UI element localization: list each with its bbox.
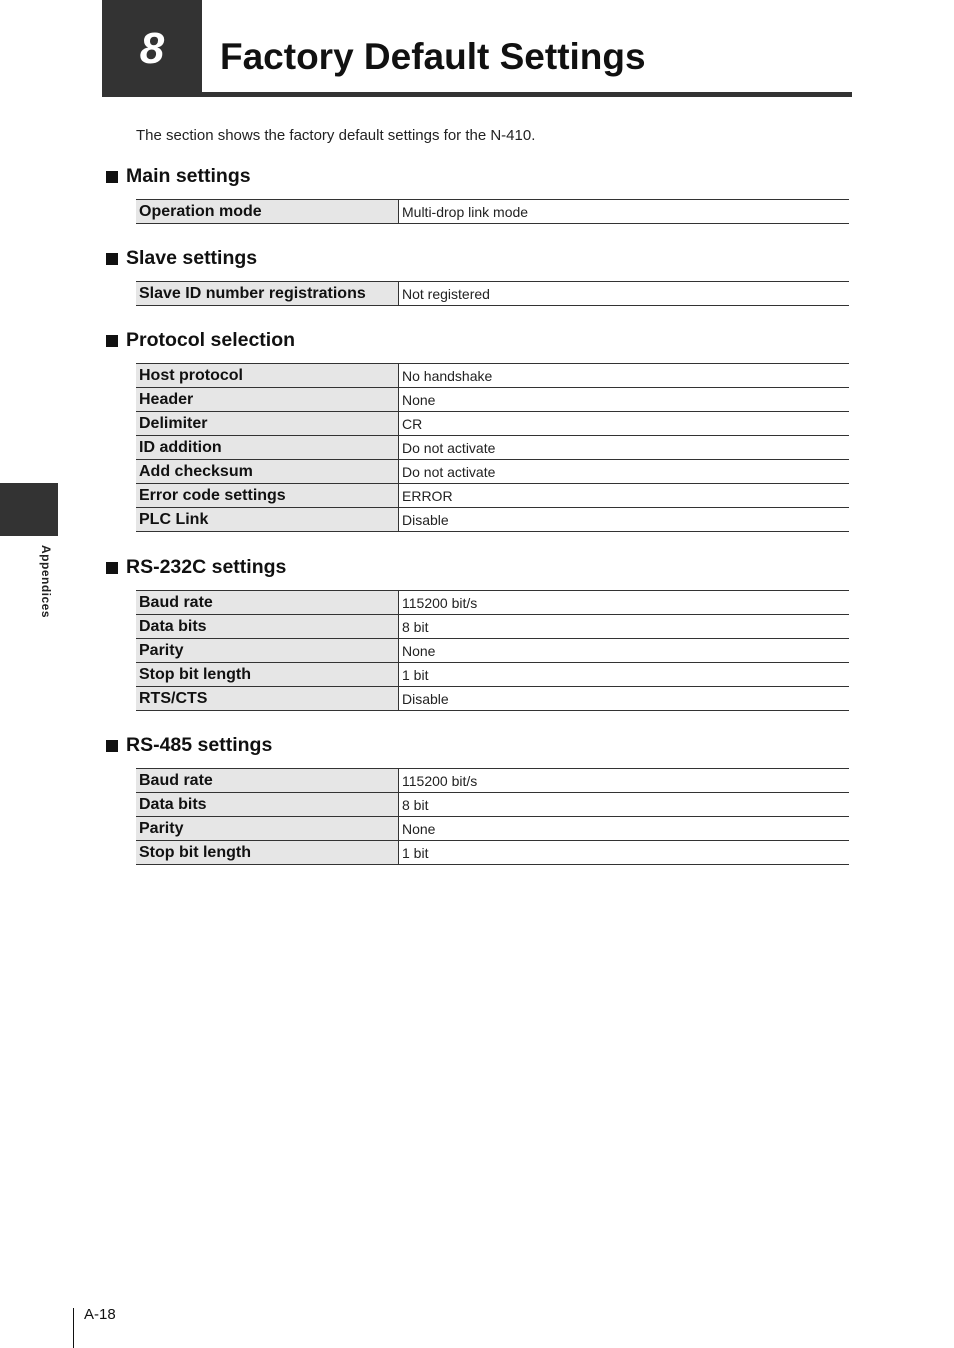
square-bullet-icon <box>106 562 118 574</box>
table-row <box>136 687 849 711</box>
setting-value: Disable <box>399 687 850 711</box>
setting-value: Do not activate <box>399 460 850 484</box>
settings-table <box>136 199 849 224</box>
table-row <box>136 364 849 388</box>
section-heading <box>106 163 850 189</box>
table-row <box>136 817 849 841</box>
setting-key: Delimiter <box>136 412 399 436</box>
section-heading-label: RS-232C settings <box>126 555 287 578</box>
table-row <box>136 460 849 484</box>
table-row <box>136 663 849 687</box>
setting-key: Baud rate <box>136 769 399 793</box>
settings-table <box>136 281 849 306</box>
setting-key: Operation mode <box>136 200 399 224</box>
table-row <box>136 615 849 639</box>
setting-value: ERROR <box>399 484 850 508</box>
section-heading <box>106 327 850 353</box>
setting-value: None <box>399 388 850 412</box>
settings-table <box>136 363 849 532</box>
square-bullet-icon <box>106 335 118 347</box>
setting-key: Host protocol <box>136 364 399 388</box>
setting-key: Header <box>136 388 399 412</box>
side-tab-marker <box>0 483 58 536</box>
setting-value: 8 bit <box>399 615 850 639</box>
section-heading <box>106 554 850 580</box>
section-heading-label: Main settings <box>126 164 251 187</box>
section-heading-label: RS-485 settings <box>126 733 273 756</box>
setting-key: Stop bit length <box>136 841 399 865</box>
setting-value: 1 bit <box>399 841 850 865</box>
section-heading <box>106 245 850 271</box>
table-row <box>136 769 849 793</box>
settings-table <box>136 590 849 711</box>
square-bullet-icon <box>106 253 118 265</box>
chapter-number: 8 <box>102 0 202 97</box>
footer-rule <box>73 1308 74 1348</box>
setting-value: None <box>399 639 850 663</box>
setting-value: Disable <box>399 508 850 532</box>
table-row <box>136 200 849 224</box>
setting-value: Not registered <box>399 282 850 306</box>
section-heading-label: Slave settings <box>126 246 258 269</box>
setting-value: Do not activate <box>399 436 850 460</box>
table-row <box>136 282 849 306</box>
setting-key: Data bits <box>136 793 399 817</box>
setting-key: Error code settings <box>136 484 399 508</box>
table-row <box>136 591 849 615</box>
setting-key: ID addition <box>136 436 399 460</box>
setting-key: Add checksum <box>136 460 399 484</box>
intro-text: The section shows the factory default settings for the N-410. <box>136 127 536 144</box>
setting-value: CR <box>399 412 850 436</box>
setting-value: 115200 bit/s <box>399 591 850 615</box>
title-underline <box>202 92 852 97</box>
setting-key: RTS/CTS <box>136 687 399 711</box>
setting-key: Slave ID number registrations <box>136 282 399 306</box>
table-row <box>136 484 849 508</box>
section-main-settings <box>106 163 850 224</box>
setting-key: Parity <box>136 817 399 841</box>
setting-value: 8 bit <box>399 793 850 817</box>
square-bullet-icon <box>106 740 118 752</box>
square-bullet-icon <box>106 171 118 183</box>
section-slave-settings <box>106 245 850 306</box>
setting-key: Baud rate <box>136 591 399 615</box>
side-tab-label: Appendices <box>39 545 53 619</box>
table-row <box>136 793 849 817</box>
setting-value: No handshake <box>399 364 850 388</box>
setting-value: None <box>399 817 850 841</box>
setting-value: 1 bit <box>399 663 850 687</box>
section-heading-label: Protocol selection <box>126 328 296 351</box>
setting-key: Parity <box>136 639 399 663</box>
table-row <box>136 508 849 532</box>
page-title: Factory Default Settings <box>220 36 646 77</box>
section-heading <box>106 732 850 758</box>
section-rs232c-settings <box>106 554 850 711</box>
setting-value: 115200 bit/s <box>399 769 850 793</box>
table-row <box>136 841 849 865</box>
setting-value: Multi-drop link mode <box>399 200 850 224</box>
setting-key: Stop bit length <box>136 663 399 687</box>
table-row <box>136 639 849 663</box>
setting-key: PLC Link <box>136 508 399 532</box>
page-number: A-18 <box>84 1306 116 1323</box>
settings-table <box>136 768 849 865</box>
setting-key: Data bits <box>136 615 399 639</box>
section-rs485-settings <box>106 732 850 865</box>
section-protocol-selection <box>106 327 850 532</box>
table-row <box>136 388 849 412</box>
table-row <box>136 436 849 460</box>
table-row <box>136 412 849 436</box>
